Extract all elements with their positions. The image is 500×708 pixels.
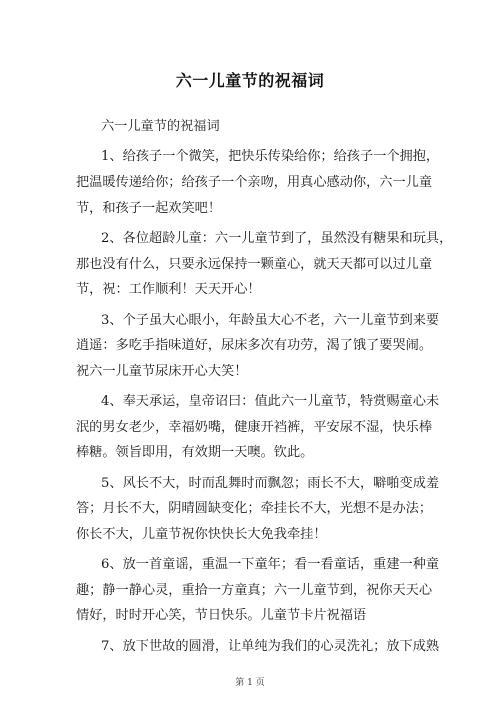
paragraph-first-line: 六一儿童节的祝福词 [101, 119, 220, 134]
paragraph-line: 那也没有什么，只要永远保持一颗童心，就天天都可以过儿童 [76, 256, 433, 272]
paragraph-line: 节，祝：工作顺利！天天开心！ [76, 282, 261, 298]
paragraph-line: 逍遥：多吃手指味道好，尿床多次有功劳，渴了饿了要哭闹。 [76, 338, 433, 354]
paragraph-first-line: 6、放一首童谣，重温一下童年；看一看童话，重建一种童 [101, 557, 440, 573]
paragraph-line: 泯的男女老少，幸福奶嘴，健康开裆裤，平安尿不湿，快乐棒 [76, 419, 433, 435]
paragraph-first-line: 7、放下世故的圆滑，让单纯为我们的心灵洗礼；放下成熟 [101, 638, 440, 654]
paragraph-line: 把温暖传递给你；给孩子一个亲吻，用真心感动你，六一儿童 [76, 174, 433, 190]
paragraph-line: 祝六一儿童节尿床开心大笑！ [76, 363, 248, 379]
paragraph-line: 节，和孩子一起欢笑吧！ [76, 200, 222, 216]
paragraph-line: 情好，时时开心笑，节日快乐。儿童节卡片祝福语 [76, 608, 367, 624]
page-number: 第 1 页 [235, 678, 265, 688]
document-body [76, 114, 453, 659]
paragraph-line: 趣；静一静心灵，重拾一方童真；六一儿童节到，祝你天天心 [76, 582, 433, 598]
document-title: 六一儿童节的祝福词 [175, 71, 325, 90]
paragraph-line: 答；月长不大，阴晴圆缺变化；牵挂长不大，光想不是办法； [76, 501, 433, 517]
paragraph-line: 你长不大，儿童节祝你快快长大免我牵挂！ [76, 526, 327, 542]
paragraph-first-line: 1、给孩子一个微笑，把快乐传染给你；给孩子一个拥抱， [101, 149, 440, 165]
paragraph-first-line: 4、奉天承运，皇帝诏曰：值此六一儿童节，特赏赐童心未 [101, 394, 440, 410]
paragraph-first-line: 5、风长不大，时而乱舞时而飘忽；雨长不大，噼啪变成羞 [101, 475, 440, 491]
paragraph-line: 棒糖。领旨即用，有效期一天噢。钦此。 [76, 445, 314, 461]
paragraph-first-line: 3、个子虽大心眼小，年龄虽大心不老，六一儿童节到来要 [101, 312, 440, 328]
paragraph-first-line: 2、各位超龄儿童：六一儿童节到了，虽然没有糖果和玩具， [101, 230, 453, 246]
